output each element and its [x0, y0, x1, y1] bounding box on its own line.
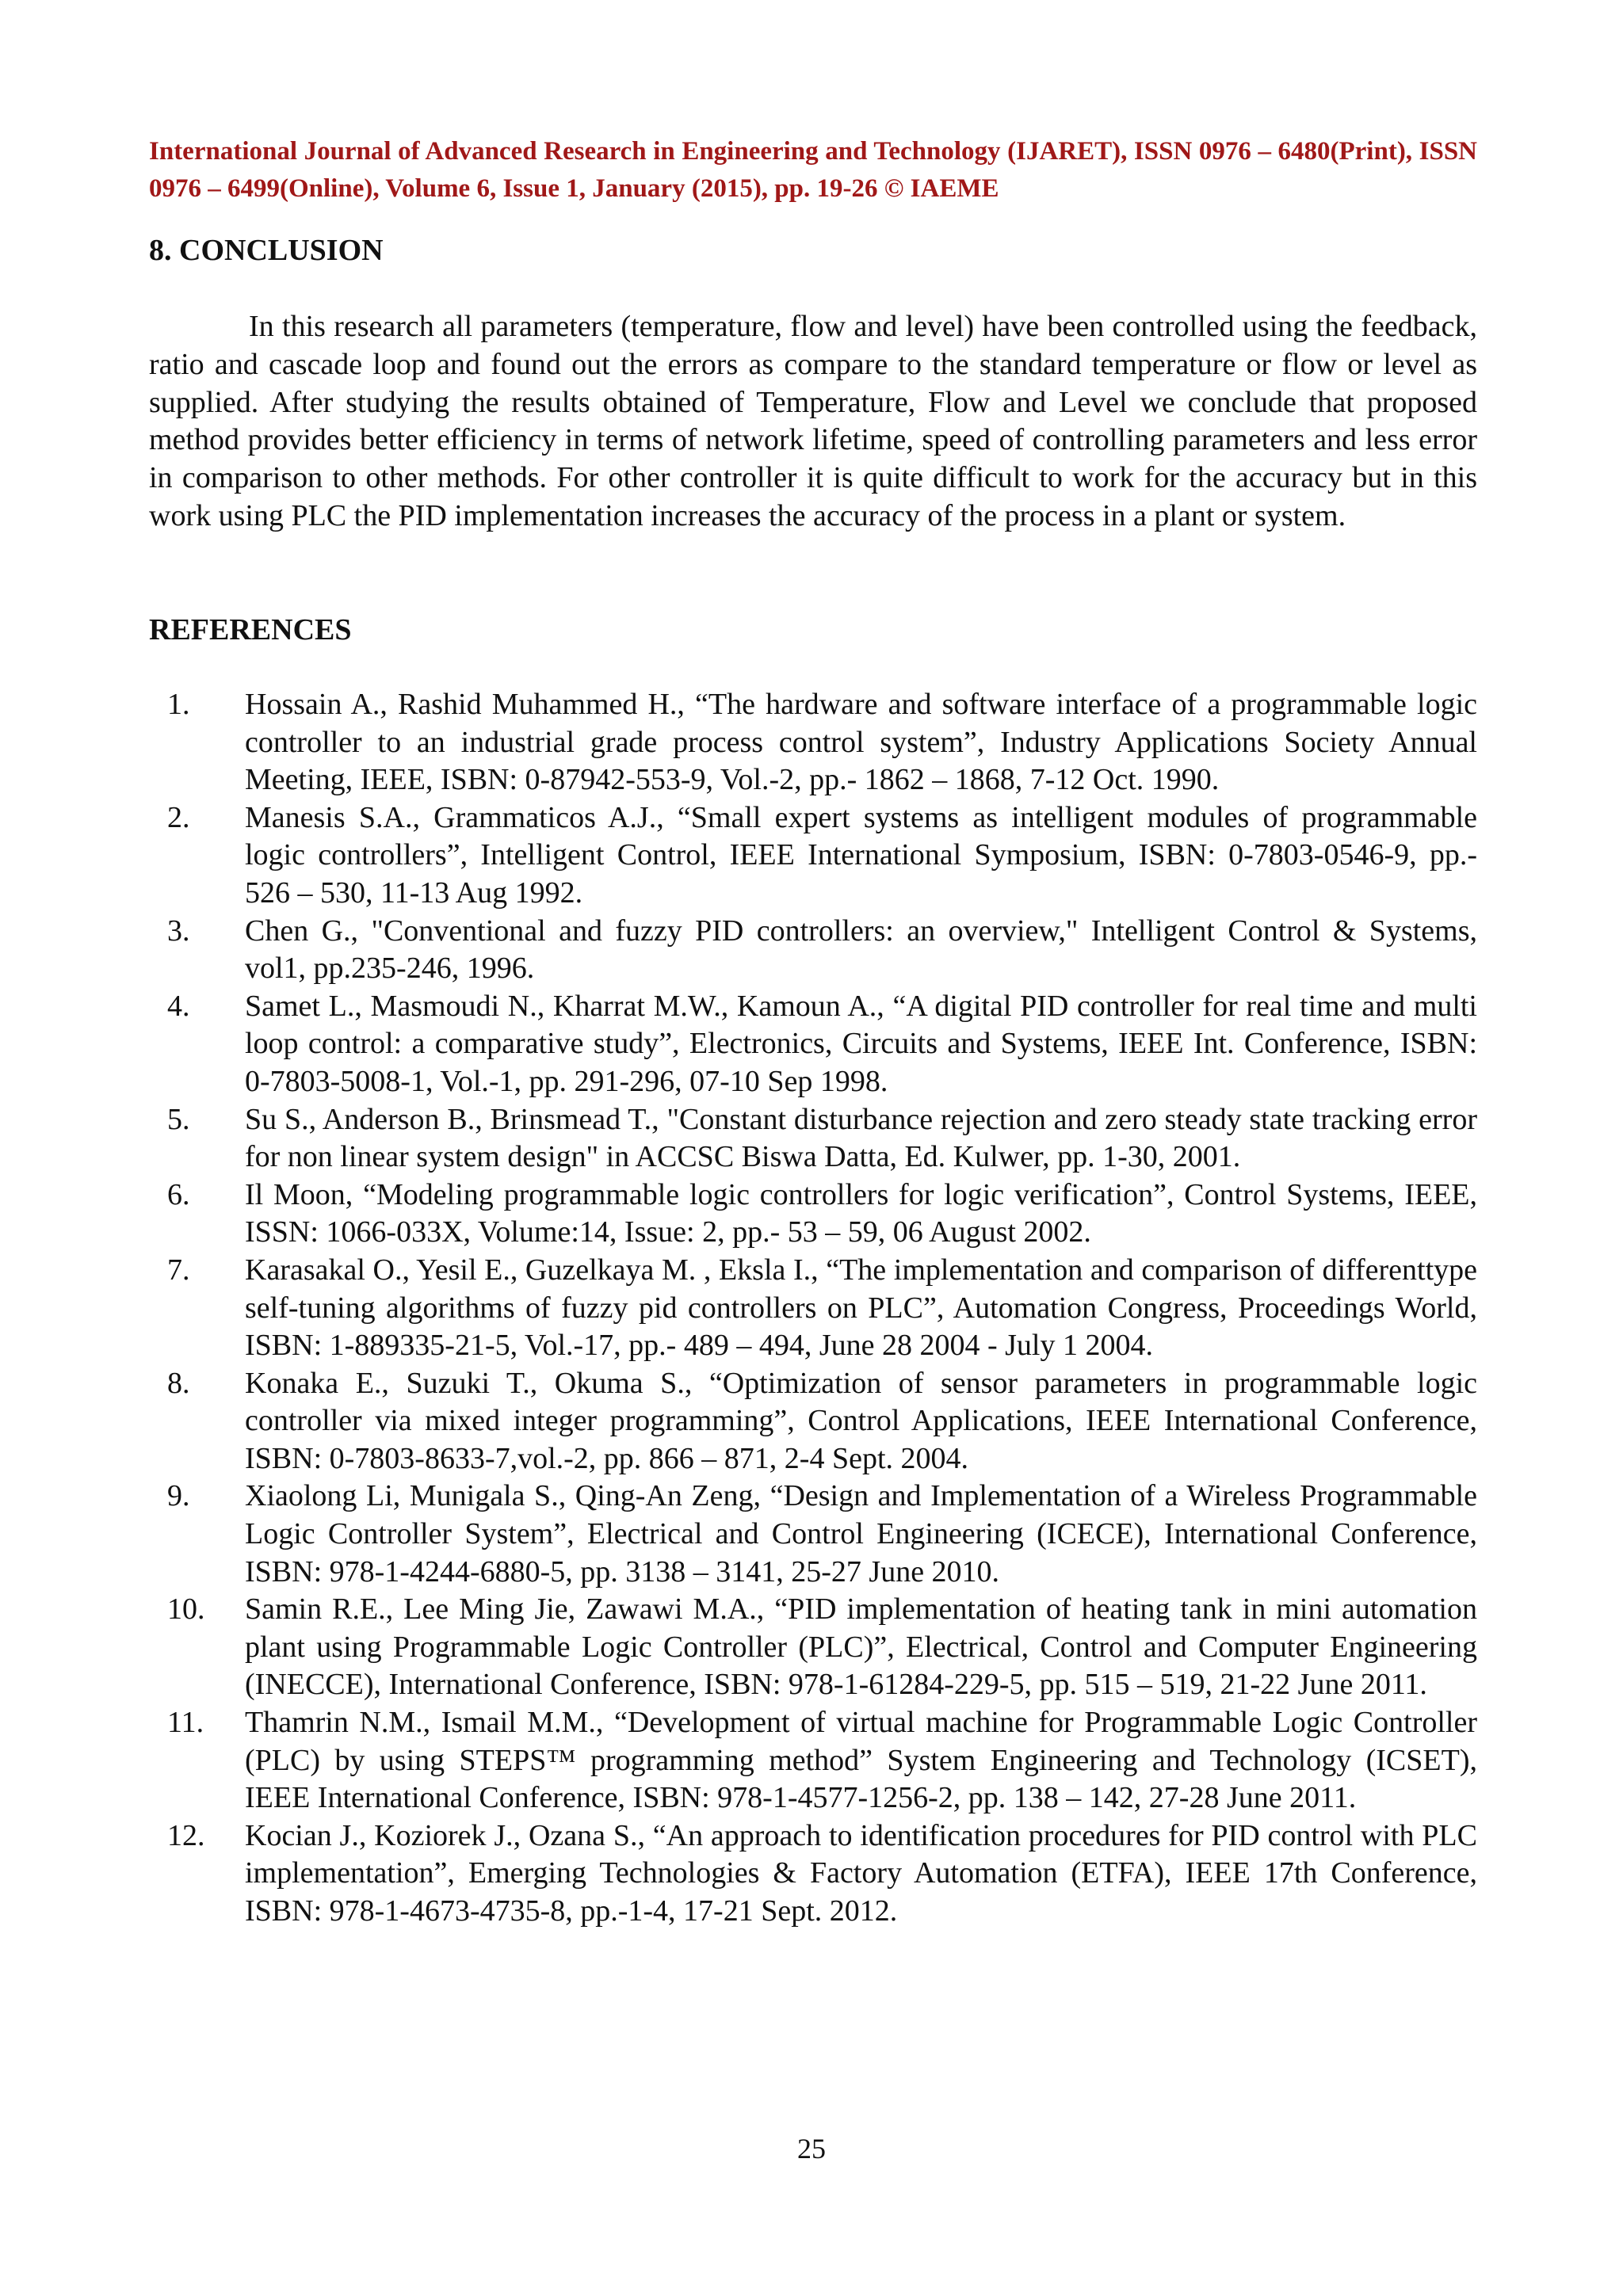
reference-text: Su S., Anderson B., Brinsmead T., "Constant disturbance rejection and zero steady state tracking error for non linear system design" in ACCSC Biswa Datta, Ed. Kulwer, pp. 1-30, 2001. — [245, 1102, 1477, 1174]
reference-text: Konaka E., Suzuki T., Okuma S., “Optimization of sensor parameters in programmable logic controller via mixed integer programming”, Control Applications, IEEE International Conference, ISBN: 0-7803-8633-7,vol.-2, pp. 866 – 871, 2-4 Sept. 2004. — [245, 1366, 1477, 1475]
reference-number: 1. — [167, 688, 190, 721]
reference-number: 2. — [167, 800, 190, 834]
reference-number: 12. — [167, 1818, 205, 1852]
reference-text: Manesis S.A., Grammaticos A.J., “Small expert systems as intelligent modules of programmable logic controllers”, Intelligent Control, IEEE International Symposium, ISBN: 0-7803-0546-9, pp.- 526 – 530, 11-13 Aug 1992. — [245, 800, 1477, 910]
reference-text: Thamrin N.M., Ismail M.M., “Development of virtual machine for Programmable Logic Controller (PLC) by using STEPS™ programming method” System Engineering and Technology (ICSET), IEEE International Conference, ISBN: 978-1-4577-1256-2, pp. 138 – 142, 27-28 June 2011. — [245, 1706, 1477, 1815]
reference-text: Samin R.E., Lee Ming Jie, Zawawi M.A., “PID implementation of heating tank in mini automation plant using Programmable Logic Controller (PLC)”, Electrical, Control and Computer Engineering (INECCE), International Conference, ISBN: 978-1-61284-229-5, pp. 515 – 519, 21-22 June 2011. — [245, 1592, 1477, 1702]
reference-item — [149, 1365, 1477, 1478]
reference-item — [149, 1177, 1477, 1252]
reference-number: 3. — [167, 913, 190, 948]
reference-item — [149, 1101, 1477, 1177]
reference-text: Karasakal O., Yesil E., Guzelkaya M. , Eksla I., “The implementation and comparison of differenttype self-tuning algorithms of fuzzy pid controllers on PLC”, Automation Congress, Proceedings World, ISBN: 1-889335-21-5, Vol.-17, pp.- 489 – 494, June 28 2004 - July 1 2004. — [245, 1253, 1477, 1363]
reference-number: 11. — [167, 1706, 204, 1740]
reference-item — [149, 1591, 1477, 1704]
references-heading: REFERENCES — [149, 613, 352, 646]
reference-list — [149, 686, 1477, 1931]
reference-item — [149, 686, 1477, 799]
reference-number: 6. — [167, 1177, 190, 1211]
reference-item — [149, 1817, 1477, 1931]
reference-text: Xiaolong Li, Munigala S., Qing-An Zeng, “Design and Implementation of a Wireless Programmable Logic Controller System”, Electrical and Control Engineering (ICECE), International Conference, ISBN: 978-1-4244-6880-5, pp. 3138 – 3141, 25-27 June 2010. — [245, 1479, 1477, 1589]
reference-item — [149, 1704, 1477, 1817]
reference-number: 8. — [167, 1366, 190, 1400]
reference-number: 9. — [167, 1479, 190, 1513]
conclusion-heading: 8. CONCLUSION — [149, 234, 384, 267]
reference-text: Il Moon, “Modeling programmable logic controllers for logic verification”, Control Systems, IEEE, ISSN: 1066-033X, Volume:14, Issue: 2, pp.- 53 – 59, 06 August 2002. — [245, 1177, 1477, 1249]
reference-item — [149, 799, 1477, 913]
reference-number: 4. — [167, 989, 190, 1023]
reference-number: 5. — [167, 1102, 190, 1136]
reference-item — [149, 988, 1477, 1101]
reference-item — [149, 1478, 1477, 1591]
reference-text: Kocian J., Koziorek J., Ozana S., “An approach to identification procedures for PID control with PLC implementation”, Emerging Technologies & Factory Automation (ETFA), IEEE 17th Conference, ISBN: 978-1-4673-4735-8, pp.-1-4, 17-21 Sept. 2012. — [245, 1818, 1477, 1928]
reference-number: 7. — [167, 1253, 190, 1287]
reference-item — [149, 1252, 1477, 1365]
journal-header: International Journal of Advanced Research in Engineering and Technology (IJARET), ISSN 0976 – 6480(Print), ISSN 0976 – 6499(Online), Volume 6, Issue 1, January (2015), pp. 19-26 © IAEME — [149, 137, 1477, 203]
reference-number: 10. — [167, 1592, 205, 1627]
reference-item — [149, 913, 1477, 988]
reference-text: Chen G., "Conventional and fuzzy PID controllers: an overview," Intelligent Control & Systems, vol1, pp.235-246, 1996. — [245, 913, 1477, 986]
page-number: 25 — [797, 2133, 826, 2164]
reference-text: Hossain A., Rashid Muhammed H., “The hardware and software interface of a programmable logic controller to an industrial grade process control system”, Industry Applications Society Annual Meeting, IEEE, ISBN: 0-87942-553-9, Vol.-2, pp.- 1862 – 1868, 7-12 Oct. 1990. — [245, 688, 1477, 797]
conclusion-paragraph: In this research all parameters (temperature, flow and level) have been controlled using the feedback, ratio and cascade loop and found out the errors as compare to the standard temperature or flow or level as supplied. After studying the results obtained of Temperature, Flow and Level we conclude that proposed method provides better efficiency in terms of network lifetime, speed of controlling parameters and less error in comparison to other methods. For other controller it is quite difficult to work for the accuracy but in this work using PLC the PID implementation increases the accuracy of the process in a plant or system. — [149, 310, 1477, 532]
reference-text: Samet L., Masmoudi N., Kharrat M.W., Kamoun A., “A digital PID controller for real time and multi loop control: a comparative study”, Electronics, Circuits and Systems, IEEE Int. Conference, ISBN: 0-7803-5008-1, Vol.-1, pp. 291-296, 07-10 Sep 1998. — [245, 989, 1477, 1098]
